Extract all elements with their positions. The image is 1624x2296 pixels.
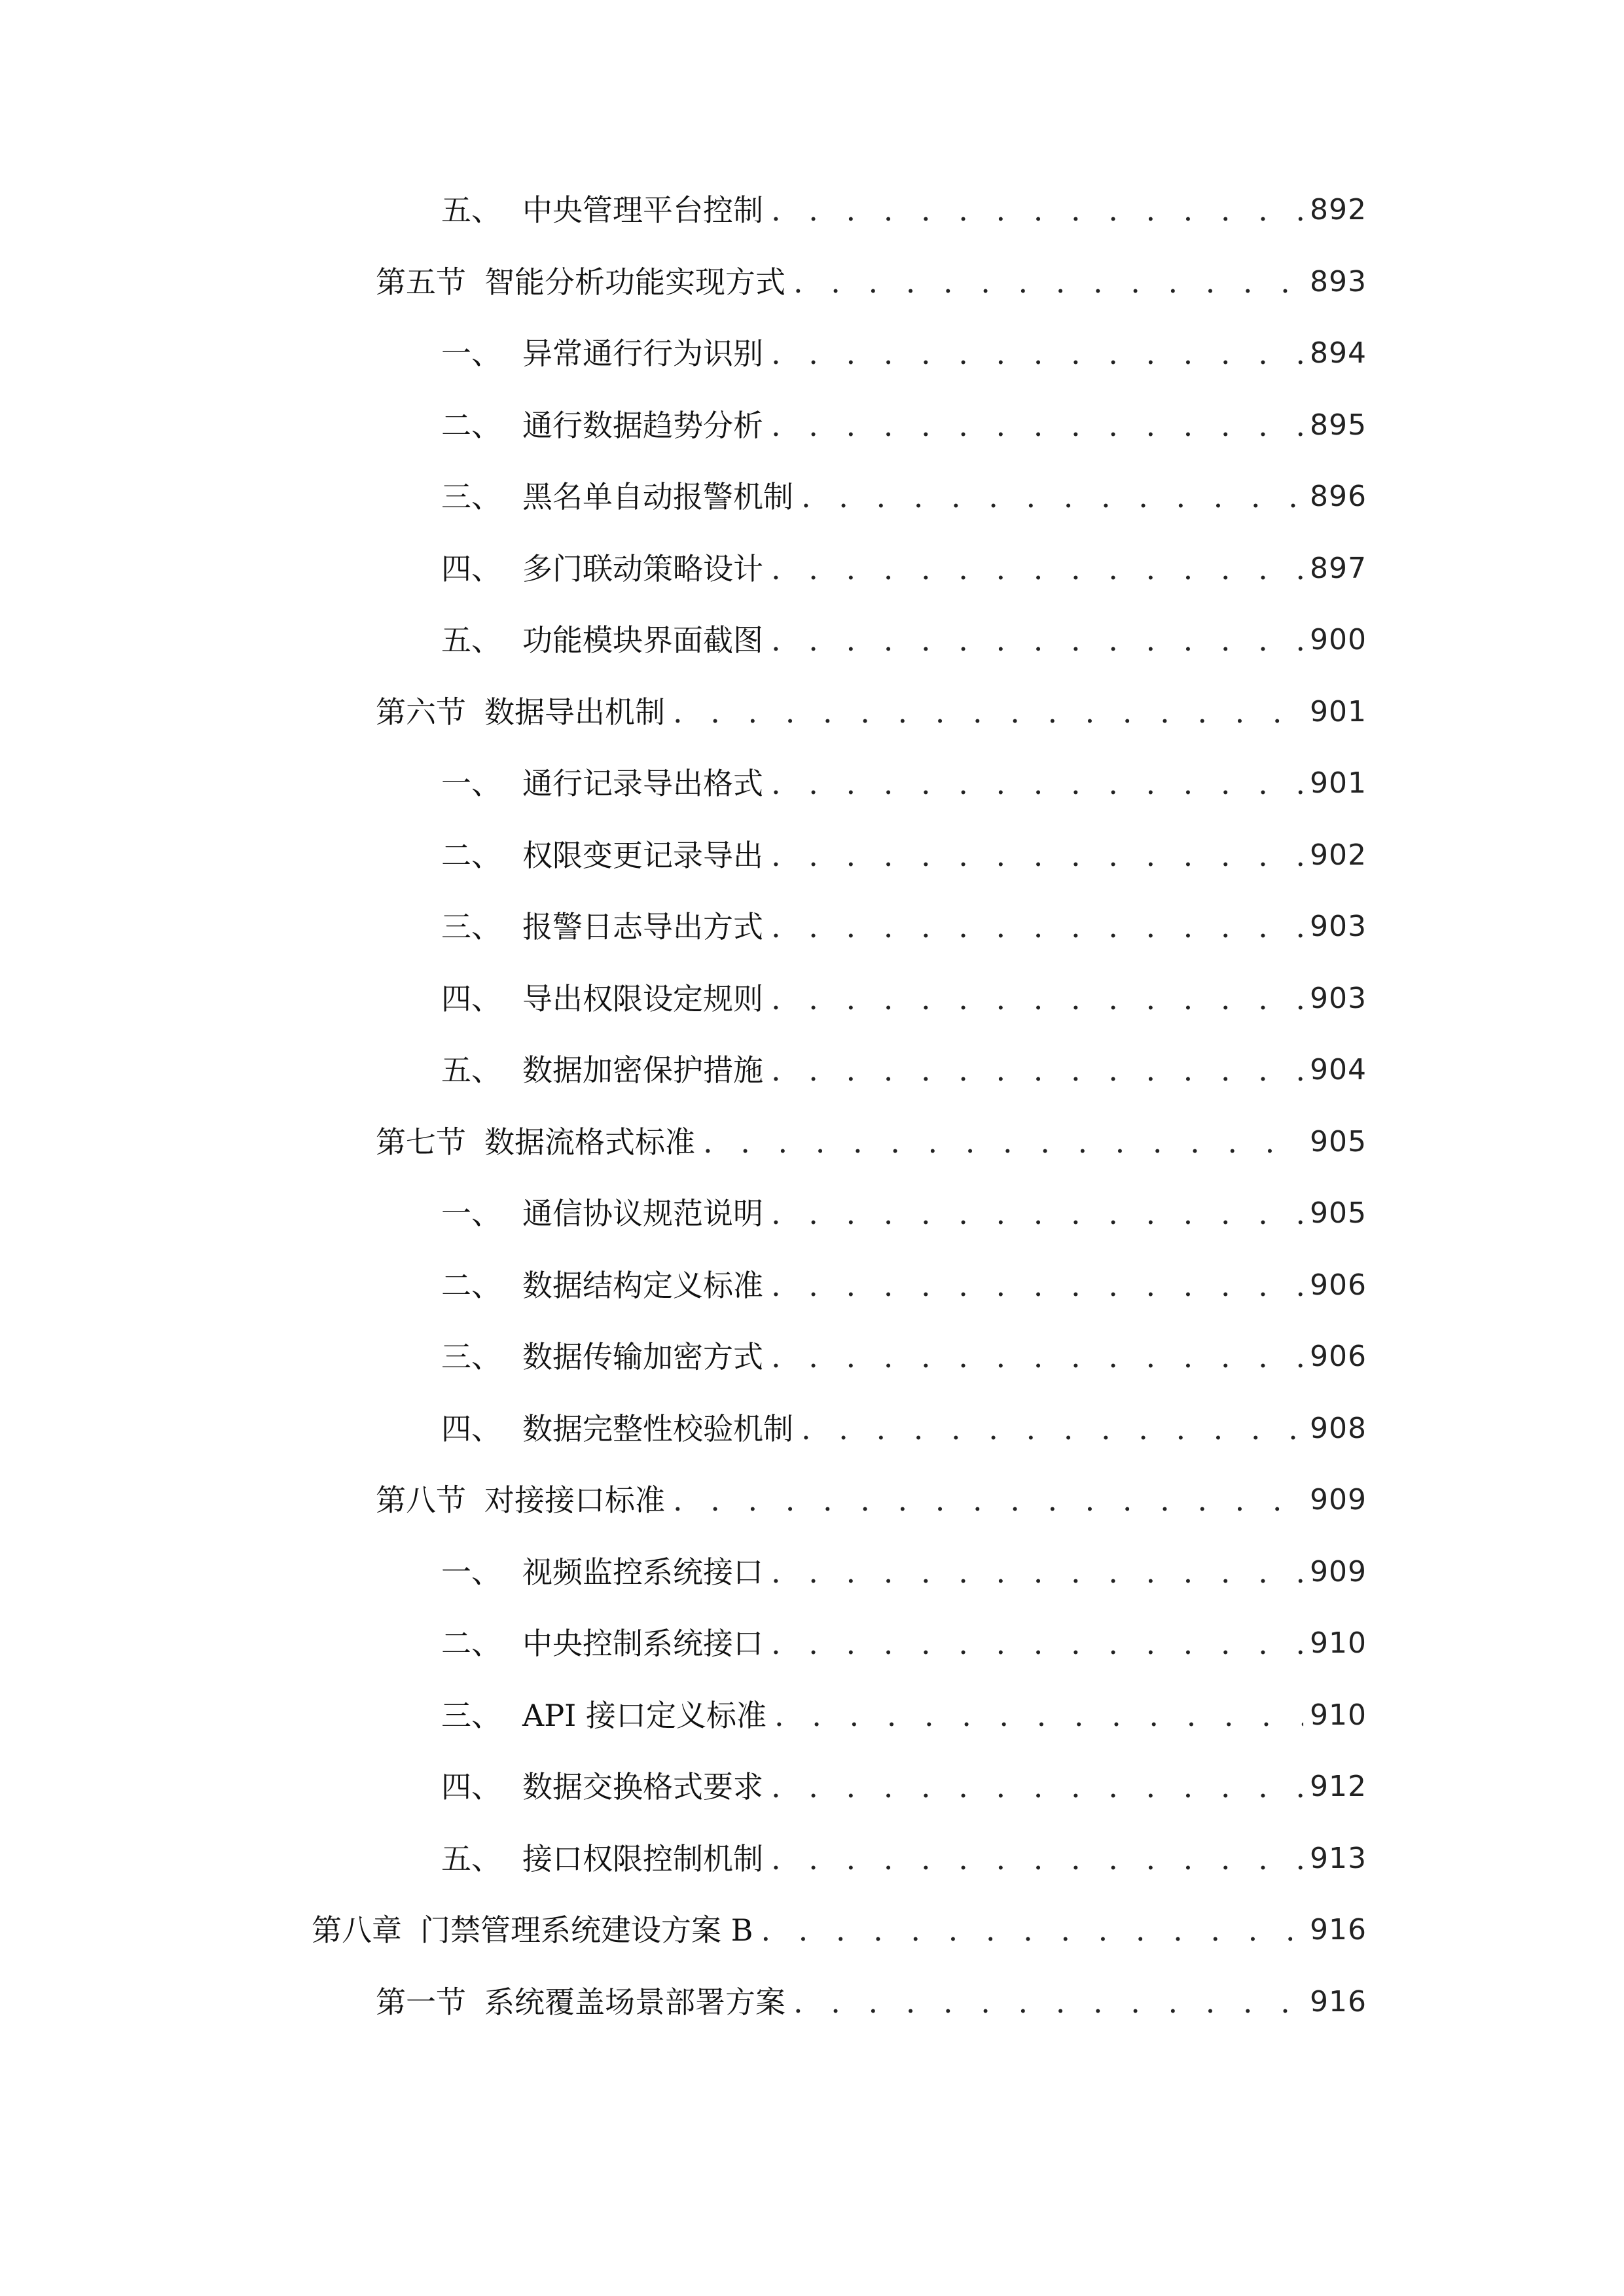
dot-leader [771, 1264, 1303, 1307]
toc-entry-label [441, 475, 793, 518]
toc-entry-item[interactable] [441, 1694, 1367, 1737]
toc-entry-item[interactable] [441, 404, 1367, 447]
toc-entry-item[interactable] [441, 1264, 1367, 1307]
dot-leader [771, 762, 1303, 805]
dot-leader [771, 619, 1303, 662]
toc-entry-number: 第五节 [376, 264, 466, 300]
toc-entry-item[interactable] [441, 977, 1367, 1020]
toc-entry-number: 三、 [441, 1339, 501, 1374]
toc-entry-item[interactable] [441, 1407, 1367, 1450]
dot-leader [771, 977, 1303, 1020]
toc-entry-label [441, 1049, 763, 1092]
toc-entry-label [441, 547, 763, 590]
toc-entry-label [441, 762, 763, 805]
toc-entry-page-number: 905 [1310, 1125, 1367, 1158]
dot-leader [761, 1909, 1303, 1952]
toc-entry-page-number: 910 [1310, 1698, 1367, 1732]
toc-entry-title: API 接口定义标准 [522, 1698, 767, 1733]
toc-entry-label [312, 1909, 753, 1952]
toc-entry-item[interactable] [441, 762, 1367, 805]
toc-entry-section[interactable] [376, 1121, 1367, 1164]
toc-entry-number: 四、 [441, 981, 501, 1016]
toc-entry-item[interactable] [441, 332, 1367, 375]
toc-entry-title: 视频监控系统接口 [522, 1554, 763, 1590]
toc-entry-number: 第八节 [376, 1482, 466, 1518]
toc-entry-number: 第八章 [312, 1912, 402, 1948]
toc-entry-number: 四、 [441, 551, 501, 586]
toc-entry-page-number: 910 [1310, 1626, 1367, 1660]
toc-entry-item[interactable] [441, 1622, 1367, 1665]
dot-leader [801, 1407, 1303, 1450]
toc-entry-item[interactable] [441, 188, 1367, 232]
toc-entry-page-number: 916 [1310, 1985, 1367, 2018]
toc-entry-label [441, 619, 763, 662]
toc-entry-label [441, 1765, 763, 1808]
toc-entry-title: 通行数据趋势分析 [522, 408, 763, 443]
toc-entry-number: 四、 [441, 1411, 501, 1446]
toc-entry-title: 导出权限设定规则 [522, 981, 763, 1016]
toc-entry-number: 五、 [441, 1841, 501, 1876]
toc-entry-label [376, 1121, 695, 1164]
toc-entry-number: 三、 [441, 909, 501, 944]
dot-leader [771, 1765, 1303, 1808]
dot-leader [801, 475, 1303, 518]
toc-entry-title: 数据结构定义标准 [522, 1268, 763, 1303]
toc-entry-label [441, 1551, 763, 1594]
toc-entry-label [441, 1192, 763, 1235]
toc-entry-page-number: 897 [1310, 552, 1367, 585]
toc-entry-item[interactable] [441, 547, 1367, 590]
toc-entry-number: 第一节 [376, 1984, 466, 2020]
dot-leader [771, 332, 1303, 375]
toc-entry-title: 权限变更记录导出 [522, 838, 763, 873]
toc-entry-item[interactable] [441, 834, 1367, 877]
toc-entry-page-number: 906 [1310, 1340, 1367, 1373]
toc-entry-label [441, 1335, 763, 1378]
dot-leader [771, 1335, 1303, 1378]
toc-entry-label [441, 1694, 767, 1737]
toc-entry-item[interactable] [441, 1765, 1367, 1808]
toc-entry-label [441, 905, 763, 948]
toc-entry-label [441, 977, 763, 1020]
toc-entry-page-number: 903 [1310, 982, 1367, 1015]
toc-entry-item[interactable] [441, 1049, 1367, 1092]
toc-entry-title: 系统覆盖场景部署方案 [484, 1984, 785, 2020]
dot-leader [771, 1551, 1303, 1594]
toc-entry-number: 五、 [441, 622, 501, 658]
toc-entry-number: 第七节 [376, 1124, 466, 1160]
toc-entry-title: 智能分析功能实现方式 [484, 264, 785, 300]
toc-entry-label [441, 1264, 763, 1307]
toc-entry-label [441, 332, 763, 375]
toc-entry-page-number: 906 [1310, 1268, 1367, 1302]
dot-leader [793, 260, 1303, 304]
toc-entry-title: 数据传输加密方式 [522, 1339, 763, 1374]
toc-entry-number: 五、 [441, 192, 501, 228]
toc-entry-title: 异常通行行为识别 [522, 336, 763, 371]
toc-entry-number: 四、 [441, 1769, 501, 1804]
toc-entry-number: 三、 [441, 479, 501, 514]
dot-leader [771, 1622, 1303, 1665]
toc-entry-page-number: 893 [1310, 265, 1367, 298]
toc-entry-page-number: 894 [1310, 336, 1367, 370]
dot-leader [771, 547, 1303, 590]
dot-leader [703, 1121, 1303, 1164]
dot-leader [771, 905, 1303, 948]
toc-entry-item[interactable] [441, 1837, 1367, 1880]
toc-entry-title: 数据加密保护措施 [522, 1052, 763, 1088]
toc-entry-page-number: 895 [1310, 408, 1367, 442]
toc-entry-label [441, 188, 763, 232]
dot-leader [774, 1694, 1303, 1737]
toc-entry-label [441, 1407, 793, 1450]
toc-entry-title: 门禁管理系统建设方案 B [420, 1912, 753, 1948]
toc-entry-title: 通信协议规范说明 [522, 1196, 763, 1231]
toc-entry-item[interactable] [441, 475, 1367, 518]
toc-entry-label [376, 1479, 665, 1522]
dot-leader [771, 404, 1303, 447]
toc-entry-title: 对接接口标准 [484, 1482, 665, 1518]
toc-entry-page-number: 901 [1310, 695, 1367, 728]
toc-entry-number: 第六节 [376, 694, 466, 730]
toc-entry-page-number: 916 [1310, 1913, 1367, 1946]
toc-entry-page-number: 901 [1310, 766, 1367, 800]
toc-entry-page-number: 903 [1310, 910, 1367, 943]
dot-leader [673, 1479, 1303, 1522]
toc-entry-section[interactable] [376, 1479, 1367, 1522]
toc-entry-page-number: 909 [1310, 1483, 1367, 1516]
toc-entry-number: 二、 [441, 1268, 501, 1303]
toc-entry-title: 数据流格式标准 [484, 1124, 695, 1160]
dot-leader [771, 1192, 1303, 1235]
toc-entry-item[interactable] [441, 1192, 1367, 1235]
toc-entry-page-number: 905 [1310, 1196, 1367, 1230]
toc-entry-title: 黑名单自动报警机制 [522, 479, 793, 514]
toc-entry-title: 数据导出机制 [484, 694, 665, 730]
toc-entry-number: 一、 [441, 336, 501, 371]
toc-entry-label [441, 1837, 763, 1880]
toc-entry-label [376, 260, 785, 304]
toc-entry-item[interactable] [441, 1551, 1367, 1594]
toc-entry-number: 五、 [441, 1052, 501, 1088]
toc-entry-chapter[interactable] [312, 1909, 1367, 1952]
toc-entry-title: 数据完整性校验机制 [522, 1411, 793, 1446]
toc-entry-number: 一、 [441, 766, 501, 801]
dot-leader [673, 691, 1303, 734]
toc-entry-title: 中央控制系统接口 [522, 1626, 763, 1661]
toc-entry-number: 一、 [441, 1196, 501, 1231]
toc-entry-page-number: 908 [1310, 1412, 1367, 1445]
toc-entry-label [441, 834, 763, 877]
toc-entry-page-number: 896 [1310, 480, 1367, 513]
toc-entry-number: 二、 [441, 838, 501, 873]
toc-entry-label [376, 691, 665, 734]
toc-entry-number: 二、 [441, 408, 501, 443]
dot-leader [771, 188, 1303, 232]
toc-entry-item[interactable] [441, 905, 1367, 948]
toc-entry-item[interactable] [441, 619, 1367, 662]
toc-entry-title: 通行记录导出格式 [522, 766, 763, 801]
toc-entry-section[interactable] [376, 260, 1367, 304]
toc-entry-number: 三、 [441, 1698, 501, 1733]
toc-entry-label [441, 1622, 763, 1665]
toc-entry-title: 报警日志导出方式 [522, 909, 763, 944]
dot-leader [771, 1837, 1303, 1880]
toc-entry-label [376, 1981, 785, 2024]
toc-entry-page-number: 902 [1310, 838, 1367, 872]
toc-entry-title: 数据交换格式要求 [522, 1769, 763, 1804]
toc-entry-item[interactable] [441, 1335, 1367, 1378]
toc-entry-number: 二、 [441, 1626, 501, 1661]
toc-entry-page-number: 912 [1310, 1770, 1367, 1803]
toc-entry-page-number: 913 [1310, 1842, 1367, 1875]
toc-entry-number: 一、 [441, 1554, 501, 1590]
toc-entry-section[interactable] [376, 1981, 1367, 2024]
toc-entry-title: 中央管理平台控制 [522, 192, 763, 228]
toc-entry-label [441, 404, 763, 447]
toc-entry-page-number: 904 [1310, 1053, 1367, 1086]
dot-leader [793, 1981, 1303, 2024]
toc-entry-page-number: 892 [1310, 193, 1367, 226]
toc-entry-title: 接口权限控制机制 [522, 1841, 763, 1876]
dot-leader [771, 834, 1303, 877]
toc-entry-title: 功能模块界面截图 [522, 622, 763, 658]
dot-leader [771, 1049, 1303, 1092]
toc-entry-title: 多门联动策略设计 [522, 551, 763, 586]
toc-entry-page-number: 909 [1310, 1555, 1367, 1588]
toc-entry-section[interactable] [376, 691, 1367, 734]
toc-entry-page-number: 900 [1310, 623, 1367, 656]
